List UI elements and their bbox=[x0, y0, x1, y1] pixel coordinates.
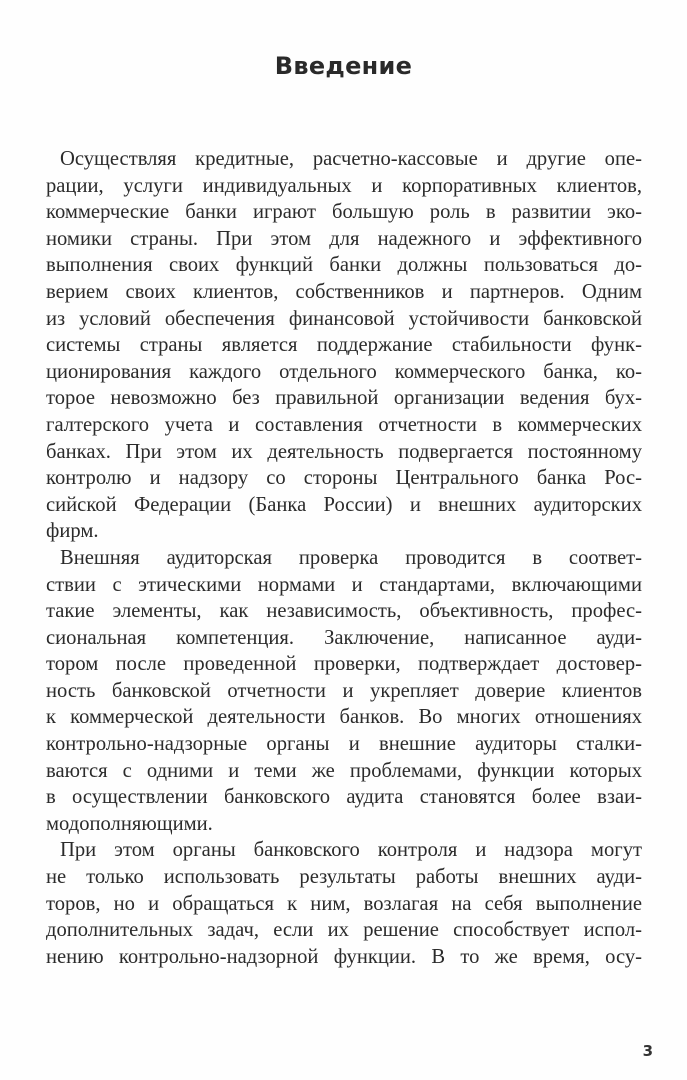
text-line: ствии с этическими нормами и стандартами, включающими bbox=[46, 573, 642, 596]
page-number: 3 bbox=[642, 1042, 653, 1060]
paragraph-3 bbox=[46, 837, 642, 970]
text-line: контрольно-надзорные органы и внешние аудиторы сталки- bbox=[46, 733, 642, 756]
text-line: тором после проведенной проверки, подтверждает достовер- bbox=[46, 653, 642, 676]
paragraph-2 bbox=[46, 545, 642, 838]
text-line: Внешняя аудиторская проверка проводится в соответ- bbox=[60, 546, 642, 569]
text-line: контролю и надзору со стороны Центрального банка Рос- bbox=[46, 467, 642, 490]
page-title: Введение bbox=[274, 52, 413, 80]
body-text bbox=[46, 146, 642, 970]
text-line: Осуществляя кредитные, расчетно-кассовые и другие опе- bbox=[60, 148, 642, 170]
text-line: галтерского учета и составления отчетности в коммерческих bbox=[46, 413, 642, 436]
text-line: ционирования каждого отдельного коммерческого банка, ко- bbox=[46, 360, 642, 383]
text-line: торое невозможно без правильной организации ведения бух- bbox=[46, 387, 642, 410]
text-line: дополнительных задач, если их решение способствует испол- bbox=[46, 919, 642, 942]
text-line: банках. При этом их деятельность подвергается постоянному bbox=[46, 440, 642, 463]
text-line: ность банковской отчетности и укрепляет доверие клиентов bbox=[46, 679, 642, 702]
text-line: ваются с одними и теми же проблемами, функции которых bbox=[46, 759, 642, 782]
paragraph-1 bbox=[46, 146, 642, 545]
text-line: модополняющими. bbox=[46, 812, 213, 835]
text-line: к коммерческой деятельности банков. Во многих отношениях bbox=[46, 706, 642, 729]
text-line: коммерческие банки играют большую роль в развитии эко- bbox=[46, 201, 642, 224]
text-line: сийской Федерации (Банка России) и внешних аудиторских bbox=[46, 493, 642, 516]
text-line: не только использовать результаты работы внешних ауди- bbox=[46, 866, 642, 889]
text-line: такие элементы, как независимость, объективность, профес- bbox=[46, 600, 642, 623]
text-line: выполнения своих функций банки должны пользоваться до- bbox=[46, 254, 642, 277]
text-line: рации, услуги индивидуальных и корпоративных клиентов, bbox=[46, 174, 642, 197]
text-line: торов, но и обращаться к ним, возлагая на себя выполнение bbox=[46, 892, 642, 915]
text-line: верием своих клиентов, собственников и партнеров. Одним bbox=[46, 280, 642, 303]
text-line: фирм. bbox=[46, 520, 99, 543]
text-line: системы страны является поддержание стабильности функ- bbox=[46, 334, 642, 357]
text-line: из условий обеспечения финансовой устойчивости банковской bbox=[46, 307, 642, 330]
text-line: При этом органы банковского контроля и надзора могут bbox=[60, 839, 642, 862]
text-line: сиональная компетенция. Заключение, написанное ауди- bbox=[46, 626, 642, 649]
text-line: нению контрольно-надзорной функции. В то же время, осу- bbox=[46, 945, 642, 968]
text-line: номики страны. При этом для надежного и эффективного bbox=[46, 227, 642, 250]
text-line: в осуществлении банковского аудита становятся более взаи- bbox=[46, 786, 642, 809]
